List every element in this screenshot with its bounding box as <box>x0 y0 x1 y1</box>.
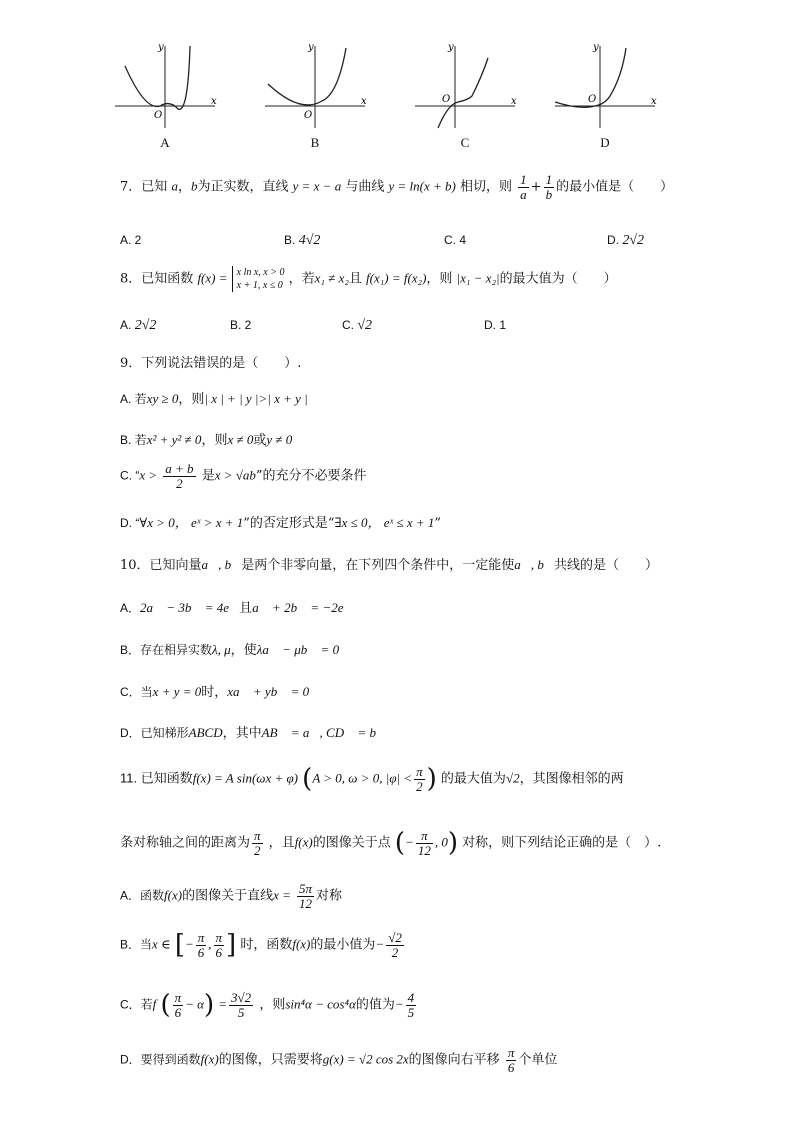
svg-text:O: O <box>442 94 451 105</box>
q9-stem: 9．下列说法错误的是（ ）. <box>120 356 302 371</box>
q8-stem: 8．已知函数 f(x) = x ln x, x > 0 x + 1, x ≤ 0 ，若x₁ ≠ x₂且 f(x₁) = f(x₂)，则 |x₁ − x₂|的最大值为（ ） <box>120 267 617 291</box>
svg-text:O: O <box>588 94 597 105</box>
q11-option-c: C．若f ( $\frac{\pi}{6}$ − α) = $\frac{3√2}{5}$ ，则sin⁴α − cos⁴α的值为− $\frac{4}{5}$ <box>120 989 415 1020</box>
q9-option-a: A. 若xy ≥ 0，则| x | + | y |>| x + y | <box>120 391 308 407</box>
q7-option-b: B. 4√2 <box>284 233 321 248</box>
graph-label: C <box>460 135 470 150</box>
q9-option-d: D. “∀x > 0， eˣ > x + 1”的否定形式是“∃x ≤ 0， eˣ ≤ x + 1” <box>120 515 442 531</box>
q10-option-b: B．存在相异实数λ, μ，使λa⃗ − μb⃗ = 0⃗ <box>120 642 350 658</box>
q8-option-b: B. 2 <box>230 318 252 332</box>
graph-options <box>110 36 670 151</box>
graph-c <box>410 36 520 151</box>
q11-option-d: D．要得到函数f(x)的图像，只需要将g(x) = √2 cos 2x的图像向右平移 $\frac{\pi}{6}$ 个单位 <box>120 1045 558 1075</box>
graph-a <box>110 36 220 151</box>
svg-text:y: y <box>593 42 599 53</box>
q7-option-d: D. 2√2 <box>607 233 645 248</box>
axis-x-label: x <box>211 96 217 107</box>
svg-text:x: x <box>651 96 657 107</box>
q11-option-b: B．当x ∈ [− $\frac{\pi}{6}$ , $\frac{\pi}{6}$ ] 时，函数f(x)的最小值为− $\frac{√2}{2}$ <box>120 929 402 960</box>
graph-label: B <box>310 135 320 150</box>
svg-text:x: x <box>361 96 367 107</box>
svg-text:y: y <box>448 42 454 53</box>
q8-option-a: A. 2√2 <box>120 318 157 333</box>
q11-stem-line1: 11. 已知函数f(x) = A sin(ωx + φ) (A > 0, ω > 0, |φ| < $\frac{\pi}{2}$ ) 的最大值为√2，其图像相邻的两 <box>120 763 624 794</box>
q8-option-d: D. 1 <box>484 318 507 332</box>
q10-option-a: A．2a⃗ − 3b⃗ = 4e⃗且a⃗ + 2b⃗ = −2e⃗ <box>120 600 354 616</box>
q10-option-d: D．已知梯形ABCD，其中AB⃗ = a⃗, CD⃗ = b⃗ <box>120 725 387 741</box>
q10-stem: 10．已知向量a⃗, b⃗是两个非零向量，在下列四个条件中，一定能使a⃗, b⃗共线的是（ ） <box>120 557 659 573</box>
svg-text:x: x <box>511 96 517 107</box>
q7-option-a: A. 2 <box>120 233 142 247</box>
axis-y-label: y <box>158 42 164 53</box>
graph-label: A <box>160 135 170 150</box>
q7-curve-eq: y = ln(x + b) <box>388 178 456 194</box>
graph-b <box>260 36 370 151</box>
svg-text:y: y <box>308 42 314 53</box>
q7-line-eq: y = x − a <box>292 178 342 194</box>
q11-option-a: A．函数f(x)的图像关于直线x = $\frac{5\pi}{12}$ 对称 <box>120 881 343 911</box>
q9-option-b: B. 若x² + y² ≠ 0，则x ≠ 0或y ≠ 0 <box>120 432 293 448</box>
graph-d <box>550 36 660 151</box>
graph-label: D <box>600 135 610 150</box>
q8-option-c: C. √2 <box>342 318 373 333</box>
svg-text:O: O <box>304 110 313 121</box>
q9-option-c: C. “x > $\frac{a + b}{2}$ 是x > √ab”的充分不必要条件 <box>120 461 367 491</box>
q10-option-c: C．当x + y = 0时，xa⃗ + yb⃗ = 0⃗ <box>120 684 320 700</box>
q11-stem-line2: 条对称轴之间的距离为 $\frac{\pi}{2}$ ，且f(x)的图像关于点 (− $\frac{\pi}{12}$ , 0) 对称，则下列结论正确的是（ ）. <box>120 827 662 858</box>
q7-option-c: C. 4 <box>444 233 467 247</box>
q7-stem: 7．已知 a，b为正实数，直线 y = x − a 与曲线 y = ln(x + b) 相切，则 $\frac{1}{a}$ + $\frac{1}{b}$ 的最小值是（ ） <box>120 172 674 202</box>
origin-label: O <box>154 110 163 121</box>
